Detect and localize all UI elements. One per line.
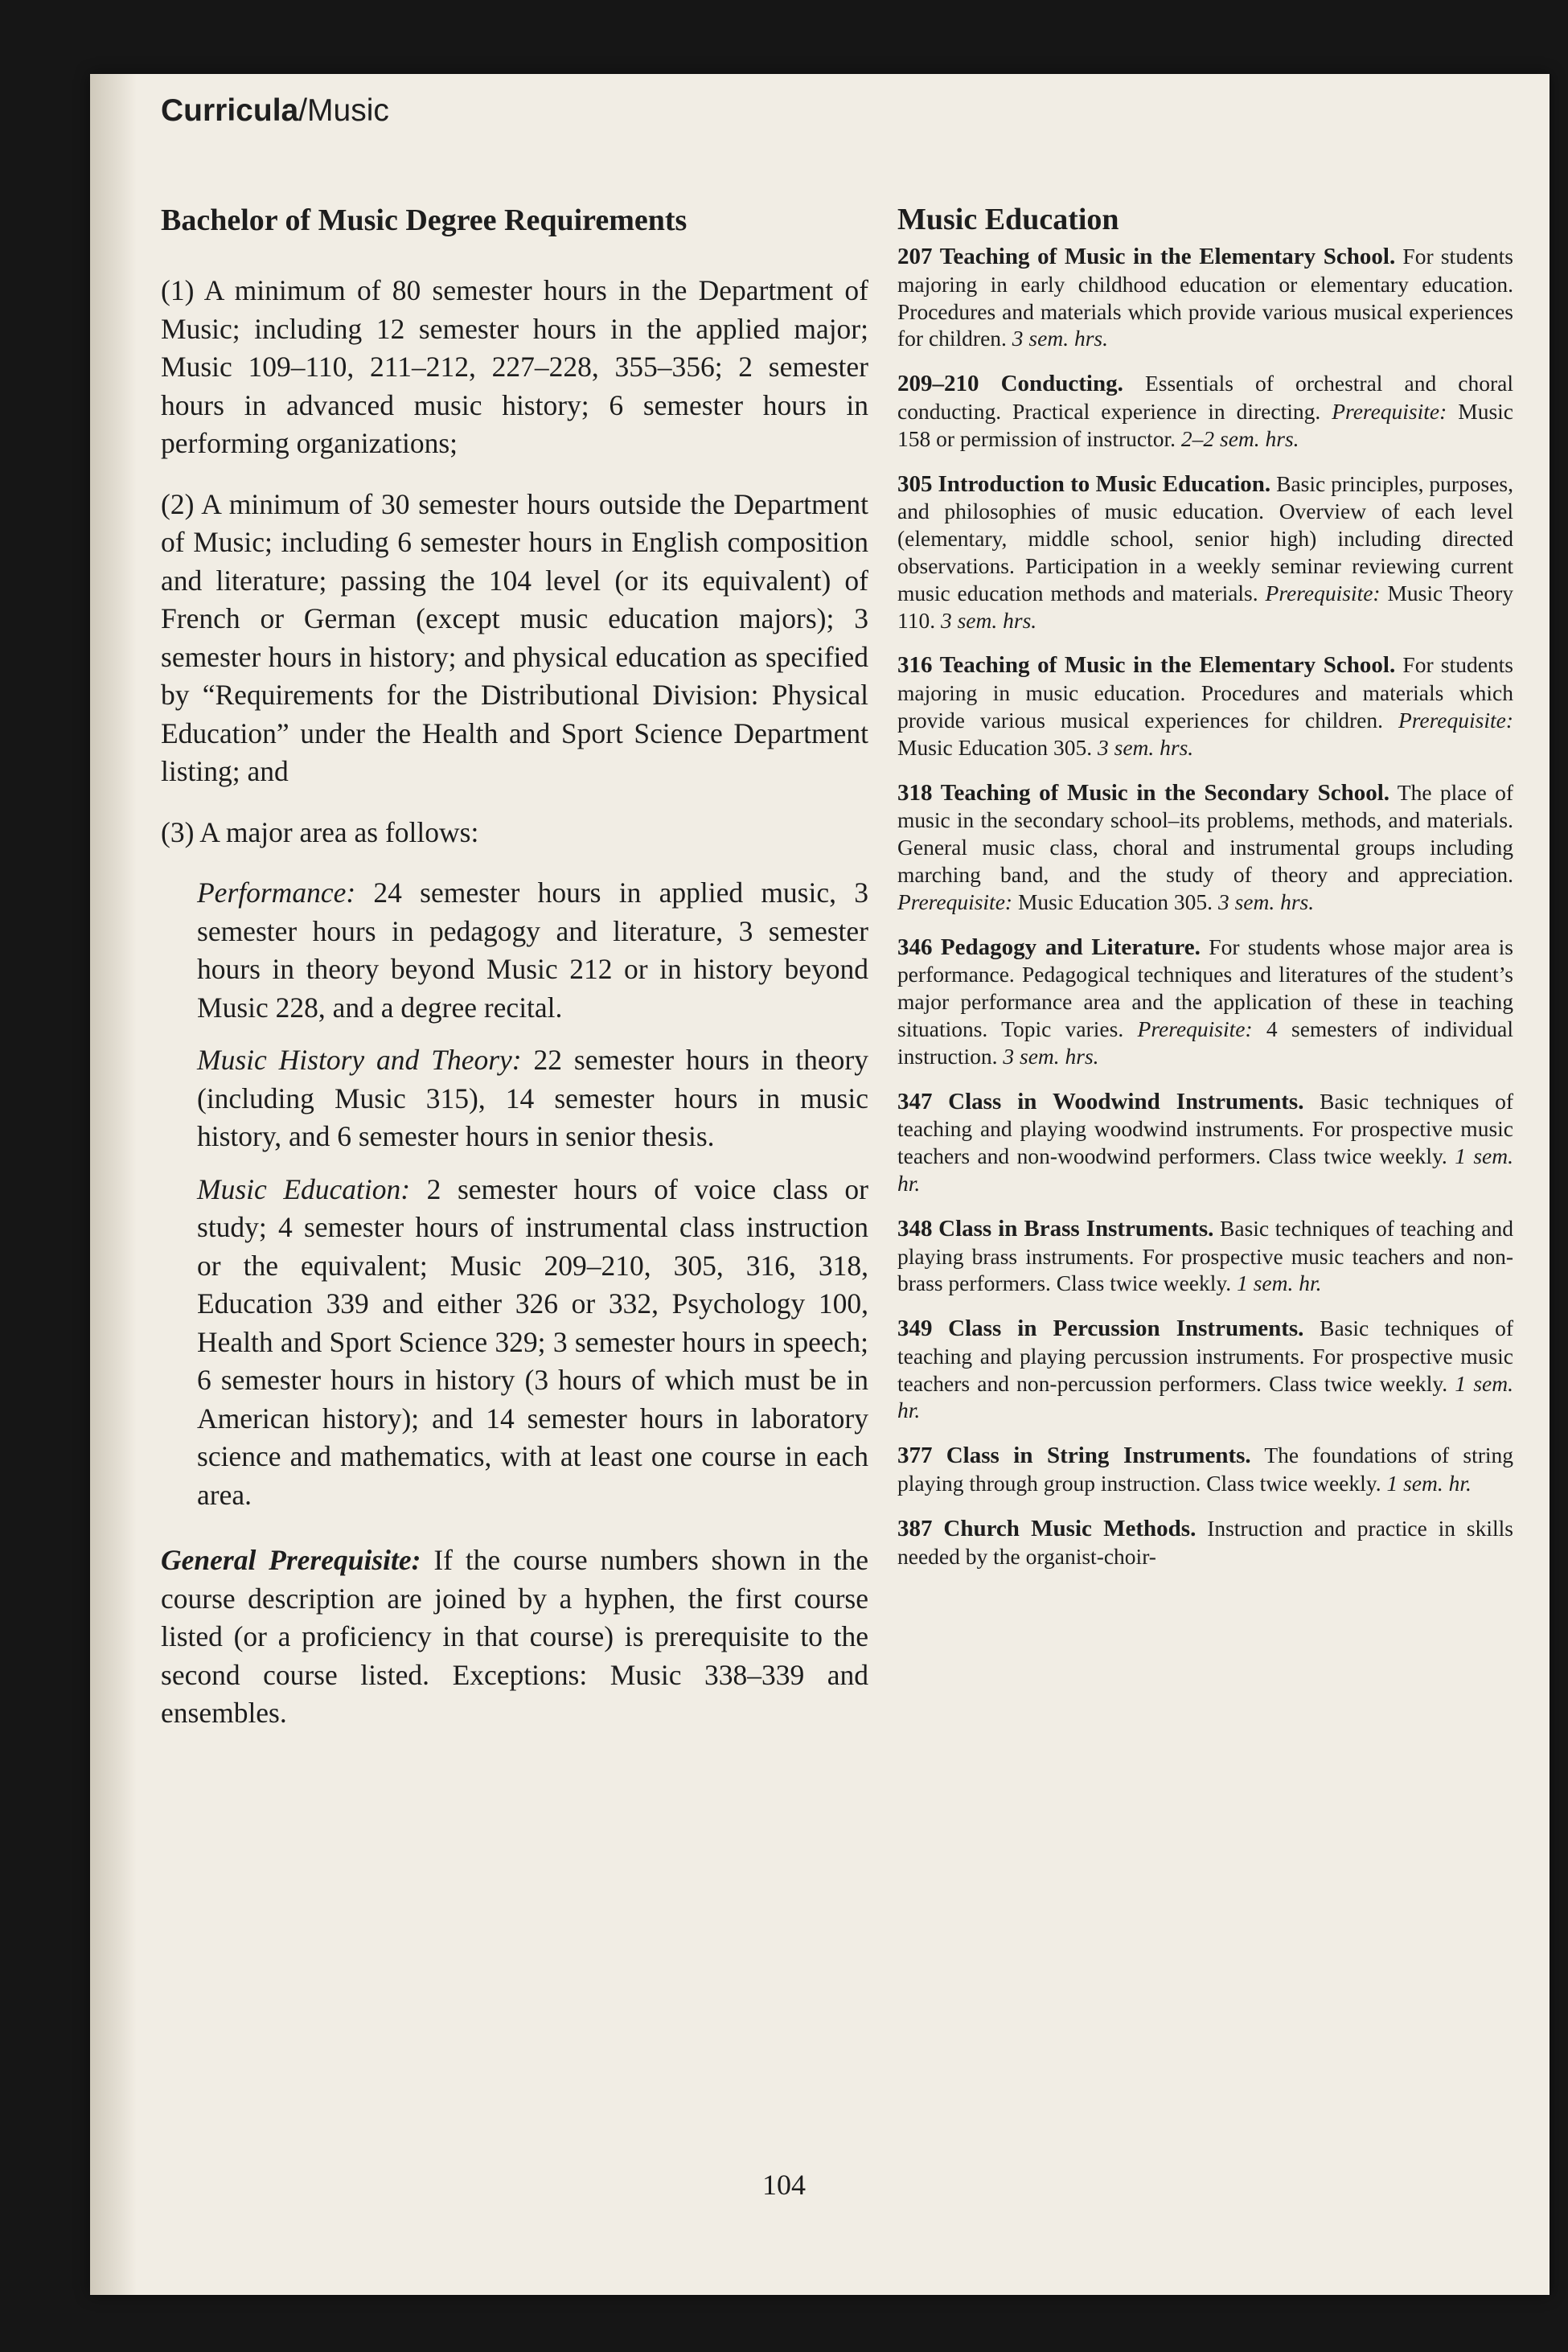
course-number: 348	[897, 1215, 933, 1242]
area-music-education	[197, 1171, 868, 1515]
general-prerequisite-label: General Prerequisite:	[161, 1544, 421, 1576]
running-header	[161, 93, 389, 129]
course-entry	[897, 470, 1513, 634]
course-description: For students whose major area is performance. Pedagogical techniques and literatures of the student’s major performance area and the application of these in teaching situations. Topic varies.	[897, 934, 1514, 1041]
course-number: 349	[897, 1316, 933, 1342]
course-description: Essentials of orchestral and choral conducting. Practical experience in directing.	[897, 371, 1513, 424]
course-entry	[897, 1215, 1513, 1297]
requirement-3: (3) A major area as follows:	[161, 815, 479, 848]
course-description: Basic techniques of teaching and playing percussion instruments. For prospective music teachers and non-percussion performers. Class twice weekly.	[897, 1316, 1514, 1396]
music-education-column	[897, 201, 1513, 1587]
course-prerequisite-label: Prerequisite:	[1398, 707, 1513, 733]
course-title: Class in Percussion Instruments.	[948, 1316, 1304, 1342]
course-credit: 3 sem. hrs.	[940, 607, 1037, 633]
area-label: Music Education:	[197, 1172, 411, 1205]
course-credit: 1 sem. hr.	[1386, 1471, 1472, 1496]
course-number: 318	[897, 779, 933, 806]
course-prerequisite-text: Music Theory 110.	[897, 580, 1513, 633]
course-number: 377	[897, 1443, 933, 1469]
area-performance	[197, 874, 868, 1027]
course-entry	[897, 1515, 1513, 1570]
course-title: Teaching of Music in the Elementary School.	[939, 652, 1396, 679]
course-prerequisite-text: Music Education 305.	[897, 734, 1098, 760]
course-title: Class in String Instruments.	[946, 1443, 1251, 1469]
course-number: 346	[897, 934, 933, 960]
course-number: 387	[897, 1515, 933, 1541]
header-section: Curricula	[161, 93, 299, 128]
music-education-heading: Music Education	[897, 203, 1119, 236]
area-text: 22 semester hours in theory (including Music 315), 14 semester hours in music history, and 6 semester hours in senior thesis.	[197, 1044, 869, 1152]
requirement-1: (1) A minimum of 80 semester hours in the Department of Music; including 12 semester hours in the applied major; Music 109–110, 211–212, 227–228, 355–356; 2 semester hours in advanced music history; 6 semester hours in performing organizations;	[161, 274, 868, 459]
course-credit: 3 sem. hrs.	[1003, 1043, 1099, 1069]
requirement-2: (2) A minimum of 30 semester hours outside the Department of Music; including 6 semester hours in English composition and literature; passing the 104 level (or its equivalent) of French or German (except music education majors); 3 semester hours in history; and physical education as specified by “Requirements for the Distributional Division: Physical Education” under the Health and Sport Science Department listing; and	[161, 487, 868, 787]
degree-requirements-heading: Bachelor of Music Degree Requirements	[161, 203, 688, 237]
course-number: 305	[897, 470, 933, 497]
course-credit: 1 sem. hr.	[897, 1370, 1513, 1423]
course-title: Church Music Methods.	[943, 1515, 1197, 1541]
course-prerequisite-text: Music 158 or permission of instructor.	[897, 398, 1514, 451]
course-credit: 1 sem. hr.	[897, 1143, 1513, 1196]
general-prerequisite-text: If the course numbers shown in the course description are joined by a hyphen, the first course listed (or a proficiency in that course) is prerequisite to the second course listed. Exceptions: Music 338–339 and ensembles.	[161, 1544, 868, 1729]
course-credit: 3 sem. hrs.	[1098, 734, 1194, 760]
course-prerequisite-label: Prerequisite:	[897, 889, 1013, 914]
course-title: Pedagogy and Literature.	[940, 934, 1201, 960]
course-prerequisite-label: Prerequisite:	[1265, 580, 1381, 605]
header-subsection: /Music	[298, 93, 389, 128]
course-prerequisite-text: Music Education 305.	[1012, 889, 1218, 914]
area-label: Music History and Theory:	[197, 1044, 522, 1076]
course-description: The place of music in the secondary school–its problems, methods, and materials. General music class, choral and instrumental groups including marching band, and the study of theory and appreciation.	[897, 779, 1514, 887]
area-text: 2 semester hours of voice class or study; 4 semester hours of instrumental class instruction or the equivalent; Music 209–210, 305, 316, 318, Education 339 and either 326 or 332, Psychology 100, Health and Sport Science 329; 3 semester hours in speech; 6 semester hours in history (3 hours of which must be in American history); and 14 semester hours in laboratory science and mathematics, with at least one course in each area.	[197, 1172, 868, 1511]
course-prerequisite-label: Prerequisite:	[1332, 398, 1447, 424]
area-history-theory	[197, 1041, 868, 1156]
course-description: For students majoring in early childhood education or elementary education. Procedures and materials which provide various musical experiences for children.	[897, 244, 1514, 351]
course-number: 316	[897, 652, 933, 679]
area-label: Performance:	[197, 876, 356, 909]
course-entry	[897, 243, 1513, 352]
page-edge	[90, 74, 137, 2295]
page-number: 104	[762, 2169, 806, 2201]
course-credit: 1 sem. hr.	[1237, 1270, 1322, 1296]
course-entry	[897, 1442, 1513, 1497]
course-credit: 3 sem. hrs.	[1012, 326, 1108, 351]
course-title: Teaching of Music in the Secondary School.	[940, 779, 1390, 806]
course-description: Basic techniques of teaching and playing brass instruments. For prospective music teachers and non-brass performers. Class twice weekly.	[897, 1215, 1514, 1296]
area-text: 24 semester hours in applied music, 3 semester hours in pedagogy and literature, 3 semester hours in theory beyond Music 212 or in history beyond Music 228, and a degree recital.	[197, 876, 868, 1024]
course-description: Instruction and practice in skills needed by the organist-choir-	[897, 1515, 1514, 1569]
course-title: Teaching of Music in the Elementary School.	[939, 244, 1396, 269]
course-description: Basic principles, purposes, and philosophies of music education. Overview of each level (elementary, middle school, senior high) including directed observations. Participation in a weekly seminar reviewing current music education methods and materials.	[897, 470, 1514, 605]
course-title: Class in Woodwind Instruments.	[948, 1088, 1304, 1114]
course-number: 209–210	[897, 371, 979, 397]
course-entry	[897, 370, 1513, 452]
course-entry	[897, 1315, 1513, 1424]
course-description: For students majoring in music education. Procedures and materials which provide various musical experiences for children.	[897, 652, 1514, 733]
course-credit: 3 sem. hrs.	[1217, 889, 1315, 914]
course-entry	[897, 1088, 1513, 1197]
course-description: Basic techniques of teaching and playing woodwind instruments. For prospective music teachers and non-woodwind performers. Class twice weekly.	[897, 1088, 1513, 1169]
course-entry	[897, 651, 1513, 761]
course-list	[897, 243, 1513, 1570]
degree-requirements-column	[161, 201, 868, 1755]
course-title: Introduction to Music Education.	[938, 470, 1271, 497]
course-prerequisite-text: 4 semesters of individual instruction.	[897, 1016, 1513, 1069]
course-entry	[897, 934, 1513, 1070]
general-prerequisite	[161, 1541, 868, 1733]
course-entry	[897, 779, 1513, 916]
course-number: 347	[897, 1088, 933, 1114]
course-description: The foundations of string playing through group instruction. Class twice weekly.	[897, 1443, 1514, 1496]
course-prerequisite-label: Prerequisite:	[1137, 1016, 1253, 1041]
course-number: 207	[897, 244, 933, 269]
course-credit: 2–2 sem. hrs.	[1180, 425, 1299, 451]
course-title: Conducting.	[1000, 371, 1123, 397]
course-title: Class in Brass Instruments.	[938, 1215, 1214, 1242]
